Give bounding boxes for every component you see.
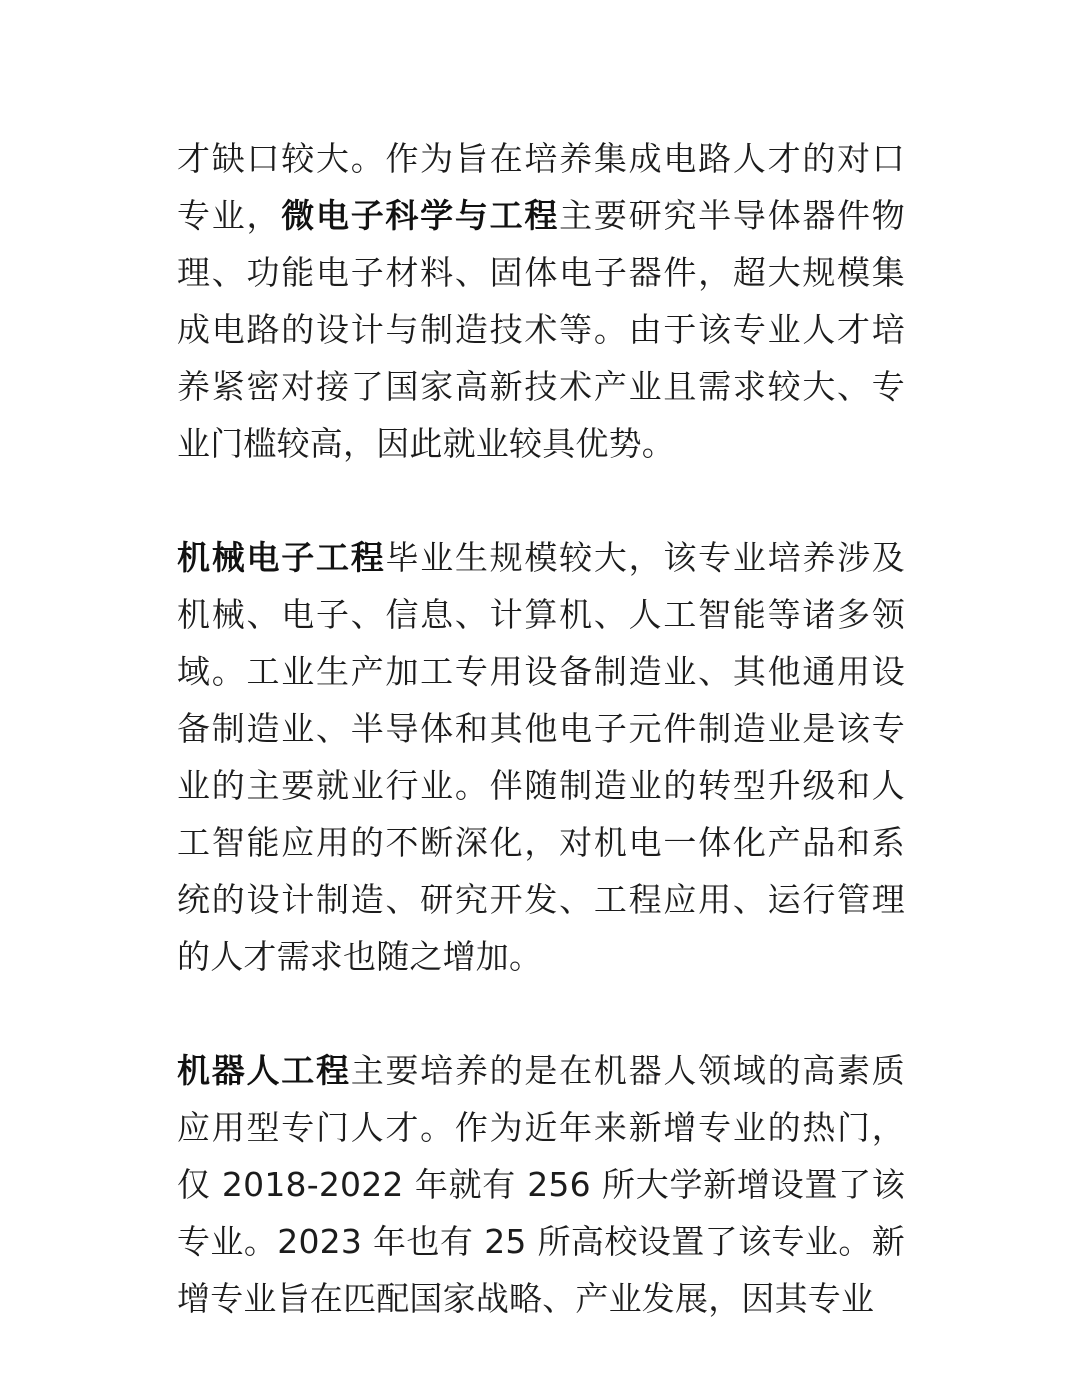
paragraph-robotics (177, 1042, 905, 1327)
paragraph-body-text: 主要研究半导体器件物理、功能电子材料、固体电子器件，超大规模集成电路的设计与制造技术等。由于该专业人才培养紧密对接了国家高新技术产业且需求较大、专业门槛较高，因此就业较具优势。 (177, 196, 905, 463)
paragraph-body-text: 主要培养的是在机器人领域的高素质应用型专门人才。作为近年来新增专业的热门，仅 2018-2022 年就有 256 所大学新增设置了该专业。2023 年也有 25 所高校设置了该专业。新增专业旨在匹配国家战略、产业发展，因其专业 (177, 1051, 906, 1318)
major-name-robotics: 机器人工程 (177, 1051, 351, 1090)
article-body (177, 130, 905, 1327)
paragraph-lead-text: 才缺口较大。作为旨在培养集成电路人才的对口专业， (177, 139, 905, 235)
paragraph-mechatronics (177, 529, 905, 985)
major-name-microelectronics: 微电子科学与工程 (281, 196, 560, 235)
major-name-mechatronics: 机械电子工程 (177, 538, 386, 577)
paragraph-microelectronics (177, 130, 905, 472)
paragraph-body-text: 毕业生规模较大，该专业培养涉及机械、电子、信息、计算机、人工智能等诸多领域。工业生产加工专用设备制造业、其他通用设备制造业、半导体和其他电子元件制造业是该专业的主要就业行业。伴随制造业的转型升级和人工智能应用的不断深化，对机电一体化产品和系统的设计制造、研究开发、工程应用、运行管理的人才需求也随之增加。 (177, 538, 906, 976)
